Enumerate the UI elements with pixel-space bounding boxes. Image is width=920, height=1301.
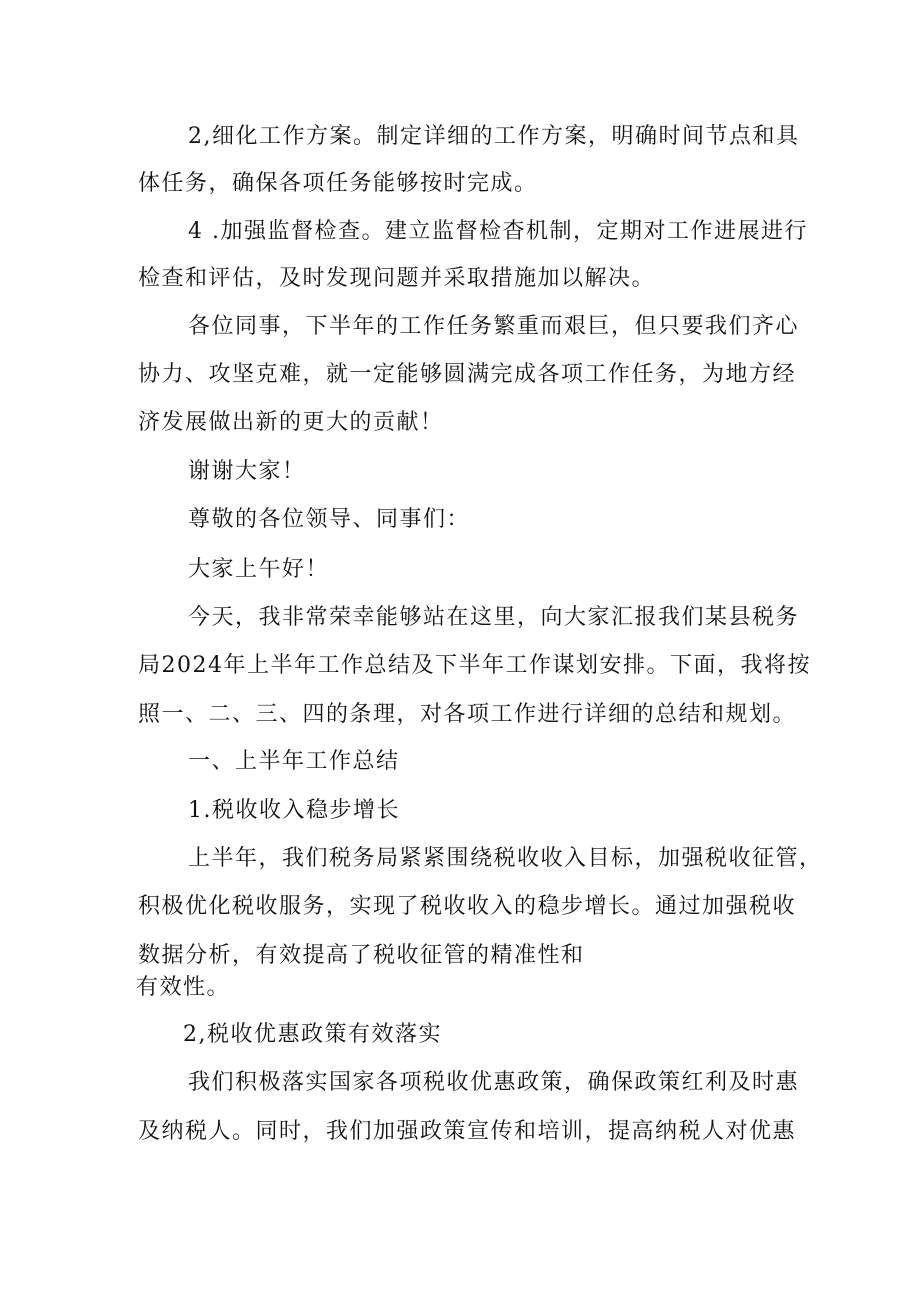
paragraph-line: 今天，我非常荣幸能够站在这里，向大家汇报我们某县税务 bbox=[188, 605, 800, 630]
section-heading: 一、上半年工作总结 bbox=[188, 749, 400, 774]
paragraph-line: 大家上午好！ bbox=[188, 557, 330, 582]
paragraph-line: 体任务，确保各项任务能够按时完成。 bbox=[138, 171, 538, 196]
paragraph-line: 上半年，我们税务局紧紧围绕税收收入目标，加强税收征管， bbox=[188, 846, 823, 871]
paragraph-line: 数据分析，有效提高了税收征管的精准性和 bbox=[138, 943, 585, 968]
paragraph-line: 各位同事，下半年的工作任务繁重而艰巨，但只要我们齐心 bbox=[188, 314, 800, 339]
paragraph-line: 尊敬的各位领导、同事们： bbox=[188, 507, 471, 532]
paragraph-line: 积极优化税收服务，实现了税收收入的稳步增长。通过加强税收 bbox=[138, 894, 797, 919]
paragraph-line: 照一、二、三、四的条理，对各项工作进行详细的总结和规划。 bbox=[138, 702, 797, 727]
subsection-heading: 1.税收收入稳步增长 bbox=[188, 798, 400, 823]
paragraph-line: 谢谢大家！ bbox=[188, 459, 306, 484]
paragraph-line: 2,细化工作方案。制定详细的工作方案，明确时间节点和具 bbox=[188, 124, 800, 149]
subsection-heading: 2,税收优惠政策有效落实 bbox=[183, 1022, 442, 1047]
paragraph-line: 及纳税人。同时，我们加强政策宣传和培训，提高纳税人对优惠 bbox=[138, 1119, 797, 1144]
paragraph-line: 协力、攻坚克难，就一定能够圆满完成各项工作任务，为地方经 bbox=[138, 362, 797, 387]
paragraph-line: 4 .加强监督检查。建立监督检杳机制，定期对工作进展进行 bbox=[188, 219, 808, 244]
paragraph-line: 济发展做出新的更大的贡献！ bbox=[138, 410, 444, 435]
paragraph-line: 有效性。 bbox=[136, 975, 231, 1000]
paragraph-line: 我们积极落实国家各项税收优惠政策，确保政策红利及时惠 bbox=[188, 1070, 800, 1095]
paragraph-line: 检查和评估，及时发现问题并采取措施加以解决。 bbox=[138, 266, 656, 291]
paragraph-line: 局2024年上半年工作总结及下半年工作谋划安排。下面，我将按 bbox=[138, 653, 811, 678]
